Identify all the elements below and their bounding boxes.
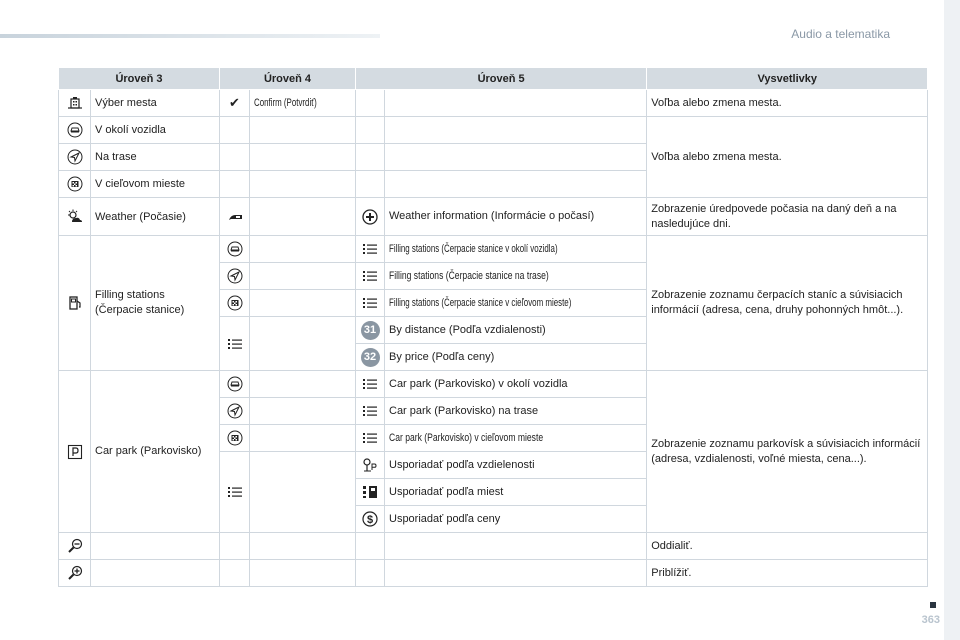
weather-desc: Zobrazenie úredpovede počasia na daný deň a na nasledujúce dni.	[647, 198, 928, 236]
filling-label: Filling stations (Čerpacie stanice)	[91, 236, 220, 371]
vicinity-desc: Voľba alebo zmena mesta.	[647, 117, 928, 198]
parking-desc: Zobrazenie zoznamu parkovísk a súvisiacich informácií (adresa, vzdialenosti, voľné miesta, cena...).	[647, 371, 928, 533]
table-row	[59, 236, 928, 263]
table-row	[59, 198, 928, 236]
city-desc: Voľba alebo zmena mesta.	[647, 90, 928, 117]
filling-by-distance-label: By distance (Podľa vzdialenosti)	[385, 317, 647, 344]
route-arrow-icon	[67, 149, 83, 165]
zoom-in-desc: Priblížiť.	[647, 560, 928, 587]
parking-sort-places-label: Usporiadať podľa miest	[385, 479, 647, 506]
distance-pin-icon	[362, 457, 378, 473]
section-title: Audio a telematika	[791, 27, 890, 41]
plus-circle-icon	[362, 209, 378, 225]
table-header-row	[59, 68, 928, 90]
parking-label: Car park (Parkovisko)	[91, 371, 220, 533]
number-badge-32: 32	[361, 348, 380, 367]
filling-near-label: Filling stations (Čerpacie stanice v okolí vozidla)	[389, 243, 558, 255]
route-arrow-icon	[227, 268, 243, 284]
col-header-level4: Úroveň 4	[220, 68, 356, 90]
destination-flag-icon	[67, 176, 83, 192]
list-icon	[362, 241, 378, 257]
city-label: Výber mesta	[91, 90, 220, 117]
weather-icon	[67, 209, 83, 225]
list-icon	[227, 484, 243, 500]
top-decor-bar	[0, 34, 380, 38]
fuel-pump-icon	[67, 295, 83, 311]
destination-flag-icon	[227, 430, 243, 446]
route-arrow-icon	[227, 403, 243, 419]
col-header-level5: Úroveň 5	[356, 68, 647, 90]
filling-desc: Zobrazenie zoznamu čerpacích staníc a súvisiacich informácií (adresa, cena, druhy pohonných hmôt...).	[647, 236, 928, 371]
list-icon	[362, 268, 378, 284]
parking-sort-distance-label: Usporiadať podľa vzdielenosti	[385, 452, 647, 479]
weather-label: Weather (Počasie)	[91, 198, 220, 236]
city-icon	[67, 95, 83, 111]
filling-destination-label: Filling stations (Čerpacie stanice v cieľovom mieste)	[389, 297, 572, 309]
parking-destination-label: Car park (Parkovisko) v cieľovom mieste	[389, 432, 544, 444]
vehicle-vicinity-icon	[227, 376, 243, 392]
weather-info-label: Weather information (Informácie o počasí)	[385, 198, 647, 236]
page-marker	[930, 602, 936, 608]
zoom-in-icon	[67, 565, 83, 581]
parking-sort-price-label: Usporiadať podľa ceny	[385, 506, 647, 533]
list-icon	[362, 430, 378, 446]
parking-icon	[67, 444, 83, 460]
dollar-icon	[362, 511, 378, 527]
side-strip	[944, 0, 960, 640]
checkmark-icon: ✔	[229, 95, 240, 110]
on-route-label: Na trase	[91, 144, 220, 171]
filling-route-label: Filling stations (Čerpacie stanice na trase)	[389, 270, 549, 282]
confirm-label: Confirm (Potvrdiť)	[254, 97, 317, 109]
table-row	[59, 371, 928, 398]
ok-key-icon	[227, 209, 243, 225]
parking-spaces-icon	[362, 484, 378, 500]
list-icon	[362, 376, 378, 392]
list-icon	[227, 336, 243, 352]
list-icon	[362, 403, 378, 419]
destination-flag-icon	[227, 295, 243, 311]
navigation-menu-table	[58, 67, 928, 587]
table-row	[59, 117, 928, 144]
zoom-out-icon	[67, 538, 83, 554]
parking-near-label: Car park (Parkovisko) v okolí vozidla	[385, 371, 647, 398]
vehicle-vicinity-icon	[67, 122, 83, 138]
filling-by-price-label: By price (Podľa ceny)	[385, 344, 647, 371]
parking-route-label: Car park (Parkovisko) na trase	[385, 398, 647, 425]
page-number: 363	[921, 614, 940, 626]
at-destination-label: V cieľovom mieste	[91, 171, 220, 198]
list-icon	[362, 295, 378, 311]
table-row	[59, 90, 928, 117]
table-row	[59, 533, 928, 560]
col-header-explanation: Vysvetlivky	[647, 68, 928, 90]
col-header-level3: Úroveň 3	[59, 68, 220, 90]
svg-text:$: $	[366, 514, 374, 526]
table-row	[59, 560, 928, 587]
zoom-out-desc: Oddialiť.	[647, 533, 928, 560]
near-vehicle-label: V okolí vozidla	[91, 117, 220, 144]
number-badge-31: 31	[361, 321, 380, 340]
vehicle-vicinity-icon	[227, 241, 243, 257]
